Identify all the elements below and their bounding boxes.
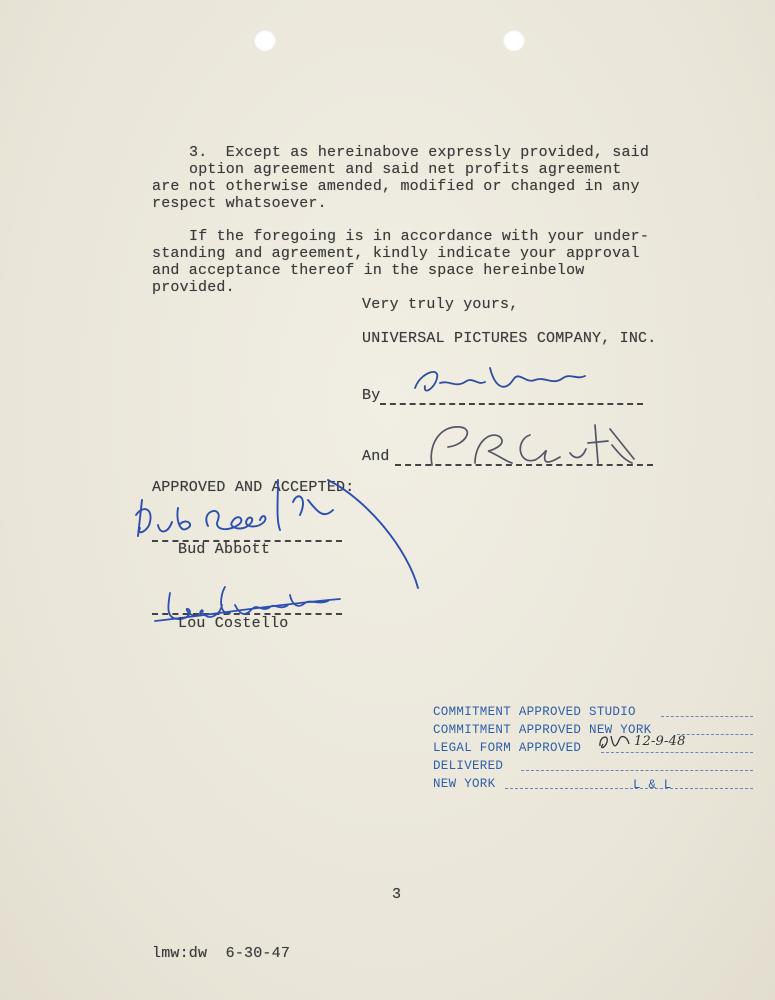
stamp-dots-delivered [521, 770, 753, 771]
lou-costello-name: Lou Costello [178, 615, 289, 632]
stamp-dots-ny [505, 788, 753, 789]
punch-hole-left [254, 29, 276, 51]
stamp-dots-studio [661, 716, 753, 717]
closing: Very truly yours, [362, 296, 519, 313]
by-label: By [362, 387, 381, 404]
stamp-line-new-york: COMMITMENT APPROVED NEW YORK [433, 723, 652, 737]
signature-george-douglas [395, 358, 605, 408]
stamp-line-legal: LEGAL FORM APPROVED [433, 741, 582, 755]
approved-accepted-heading: APPROVED AND ACCEPTED: [152, 479, 355, 496]
typist-reference: lmw:dw 6-30-47 [152, 945, 291, 962]
stamp-dots-new-york [677, 734, 753, 735]
signature-p-r-gutk [420, 415, 640, 475]
paragraph-3-line-2: option agreement and said net profits agreement [189, 161, 622, 178]
bud-abbott-name: Bud Abbott [178, 541, 271, 558]
new-york-initials: L & L [633, 778, 672, 792]
paragraph-3-line-3: are not otherwise amended, modified or changed in any [152, 178, 640, 195]
and-label: And [362, 448, 390, 465]
stamp-line-studio: COMMITMENT APPROVED STUDIO [433, 705, 636, 719]
page-number: 3 [392, 886, 402, 903]
company-name: UNIVERSAL PICTURES COMPANY, INC. [362, 330, 657, 347]
paragraph-3-line-1: 3. Except as hereinabove expressly provided, said [189, 144, 650, 161]
stamp-line-ny: NEW YORK [433, 777, 496, 791]
legal-initials [595, 730, 635, 754]
paragraph-4-line-3: and acceptance thereof in the space hereinbelow [152, 262, 585, 279]
paragraph-4-line-4: provided. [152, 279, 235, 296]
paragraph-4-line-1: If the foregoing is in accordance with your under- [189, 228, 650, 245]
punch-hole-right [503, 29, 525, 51]
legal-approval-date: 12-9-48 [634, 734, 686, 749]
paragraph-4-line-2: standing and agreement, kindly indicate your approval [152, 245, 640, 262]
paragraph-3-line-4: respect whatsoever. [152, 195, 327, 212]
stamp-line-delivered: DELIVERED [433, 759, 504, 773]
